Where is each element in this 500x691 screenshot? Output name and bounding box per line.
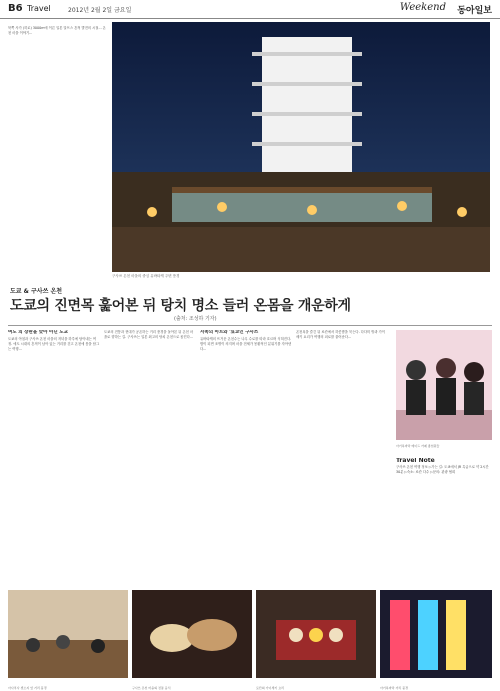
article-column-3	[200, 330, 292, 632]
article-column-4	[296, 330, 388, 632]
photo-caption: 료칸의 가이세키 요리	[256, 686, 284, 690]
akihabara-photo	[380, 590, 492, 678]
hero-photo	[112, 22, 490, 272]
photo-caption: 아키하바라 거리 풍경	[380, 686, 408, 690]
photo-caption: 구사쓰 온천 마을의 전통 음식	[132, 686, 171, 690]
column-text: 유바타케의 뜨거운 온천수는 나무 수로를 따라 흐르며 식혀진다. 밤이 되면 조명이 켜지며 마을 전체가 몽환적인 분위기를 자아낸다...	[200, 337, 292, 351]
food-photo	[132, 590, 252, 678]
divider	[8, 325, 492, 326]
street-photo	[8, 590, 128, 678]
maid-cafe-photo	[396, 330, 492, 440]
travel-note-text: 구사쓰 온천 여행 정보 ▷가는 길: 도쿄에서 JR 특급으로 약 2시간 30분 ▷숙소: 료칸 다수 ▷문의: 관광 협회	[396, 465, 489, 474]
weekend-label: Weekend	[399, 2, 446, 13]
kaiseki-photo	[256, 590, 376, 678]
travel-note-title: Travel Note	[396, 458, 435, 464]
maid-cafe-caption: 아키하바라 메이드 카페 종업원들	[396, 444, 440, 448]
column-subhead: 서쪽의 아트와 '료쿄인 구사쓰	[200, 330, 259, 335]
column-text: 도쿄의 아침과 구사쓰 온천 마을의 저녁을 하루에 담아내는 여정. 에도 시대의 흔적이 남아 있는 거리를 걷고 온천에 몸을 담그는 여행...	[8, 337, 100, 351]
article-column-1	[8, 330, 100, 632]
article-column-2	[104, 330, 196, 632]
column-text: 도쿄의 전통과 현대가 공존하는 거리 풍경을 돌아본 뒤 온천 마을로 향하는 길. 구사쓰는 일본 최고의 탕치 온천으로 꼽힌다...	[104, 330, 194, 339]
bottom-photo-strip	[8, 590, 492, 690]
column-subhead: 여도 의 장판을 맞아 아닌 도교	[8, 330, 68, 335]
masthead	[0, 0, 500, 19]
article-headline: 도쿄의 진면목 훑어본 뒤 탕치 명소 들러 온몸을 개운하게	[10, 298, 351, 314]
page-number: B6	[8, 3, 23, 14]
hero-caption: 구사쓰 온천 마을의 중심 유바타케 주변 풍경	[112, 274, 180, 278]
publication-name: 동아일보	[457, 6, 492, 16]
lead-paragraph: 북쪽 사가 (히로) 3000m에 이른 일본 알프스 흔적 발전의 시절... 온천 마을 이야기...	[8, 26, 106, 36]
column-text: 온천욕을 즐긴 뒤 료칸에서 하룻밤을 묵는다. 다다미 방과 가이세키 요리가 여행의 피로를 풀어준다...	[296, 330, 386, 339]
article-byline: (출처: 조성하 기자)	[174, 316, 217, 322]
photo-caption: 아사쿠사 센소지 앞 거리 풍경	[8, 686, 47, 690]
article-kicker: 도쿄 & 구사쓰 온천	[10, 288, 63, 295]
section-name: Travel	[27, 4, 51, 13]
issue-date: 2012년 2월 2일 금요일	[68, 7, 132, 14]
